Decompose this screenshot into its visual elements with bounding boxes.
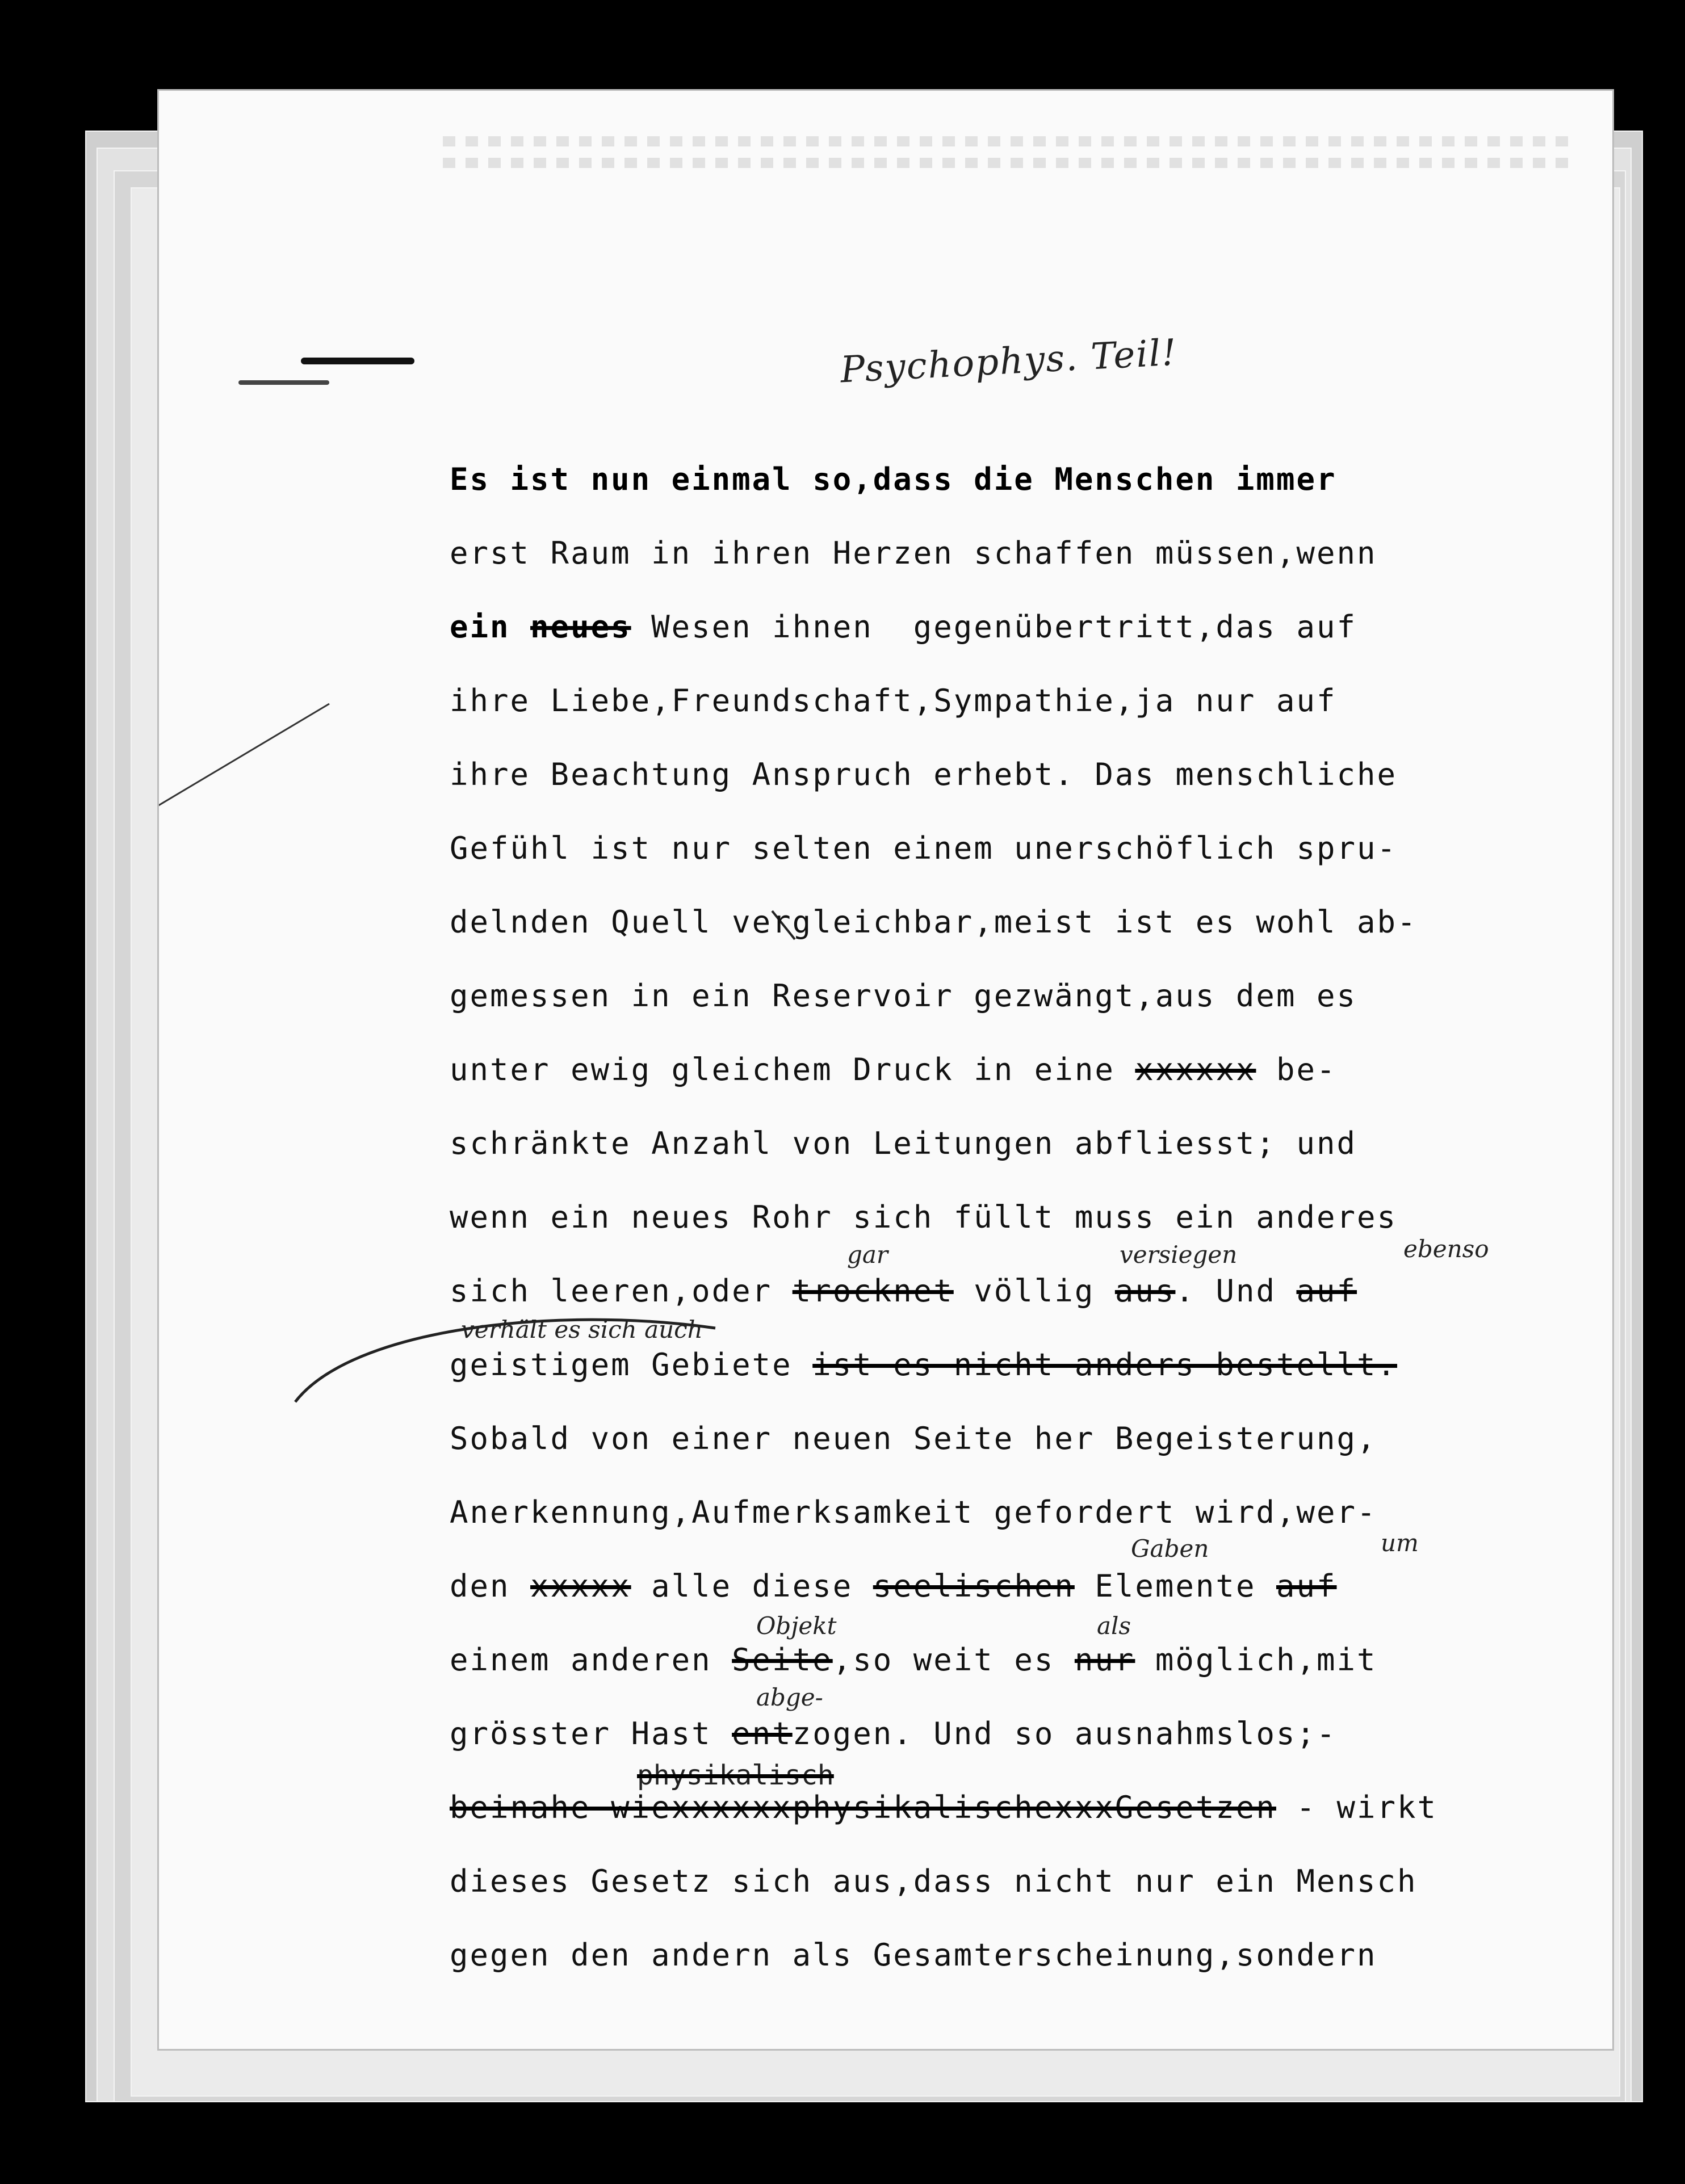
text-line: sich leeren,oder trocknet völlig aus. Und auf gar versiegen ebenso [450,1235,1489,1309]
text-line: Es ist nun einmal so,dass die Menschen immer [450,461,1337,497]
handwritten-insert: ebenso [1403,1235,1489,1263]
typewritten-page [159,91,1612,2049]
text-line: wenn ein neues Rohr sich füllt muss ein anderes [450,1199,1398,1235]
text-line: den xxxxx alle diese seelischen Elemente auf Gaben um [450,1529,1419,1604]
typed-insert: physikalisch [637,1759,834,1791]
text-line: beinahe wiexxxxxxphysikalischexxxGesetzen - wirkt physikalisch [450,1759,1438,1825]
handwritten-insert: gar [847,1241,888,1269]
text-line: gemessen in ein Reservoir gezwängt,aus dem es [450,978,1357,1014]
text-line: erst Raum in ihren Herzen schaffen müssen,wenn [450,535,1377,571]
text-line: gegen den andern als Gesamterscheinung,sondern [450,1937,1377,1973]
text-line: Gefühl ist nur selten einem unerschöflich spru- [450,830,1398,866]
text-line: unter ewig gleichem Druck in eine xxxxxx be- [450,1052,1337,1087]
text-line: ein neues Wesen ihnen gegenübertritt,das auf [450,609,1357,645]
text-line: schränkte Anzahl von Leitungen abfliesst; und [450,1125,1357,1161]
text-line: Anerkennung,Aufmerksamkeit gefordert wird,wer- [450,1494,1377,1530]
text-line: dieses Gesetz sich aus,dass nicht nur ein Mensch [450,1863,1418,1899]
text-line: ihre Liebe,Freundschaft,Sympathie,ja nur auf [450,683,1337,719]
text-line: geistigem Gebiete ist es nicht anders bestellt. verhält es sich auch [450,1316,1398,1383]
handwritten-insert: als [1097,1612,1131,1640]
handwritten-insert: verhält es sich auch [461,1316,703,1343]
handwritten-insert: Gaben [1131,1535,1209,1563]
text-line: grösster Hast entzogen. Und so ausnahmslos;- abge- [450,1683,1337,1752]
text-line: einem anderen Seite,so weit es nur möglich,mit Objekt als [450,1612,1377,1678]
handwritten-heading: Psychophys. Teil! [839,331,1179,392]
text-line: Sobald von einer neuen Seite her Begeisterung, [450,1421,1377,1456]
text-line: delnden Quell vergleichbar,meist ist es wohl ab- [450,904,1418,940]
handwritten-insert: versiegen [1120,1241,1238,1269]
handwritten-insert: abge- [756,1683,823,1711]
handwritten-insert: um [1381,1529,1419,1557]
body-text [450,443,1665,1992]
handwritten-insert: Objekt [756,1612,837,1640]
text-line: ihre Beachtung Anspruch erhebt. Das menschliche [450,757,1398,792]
